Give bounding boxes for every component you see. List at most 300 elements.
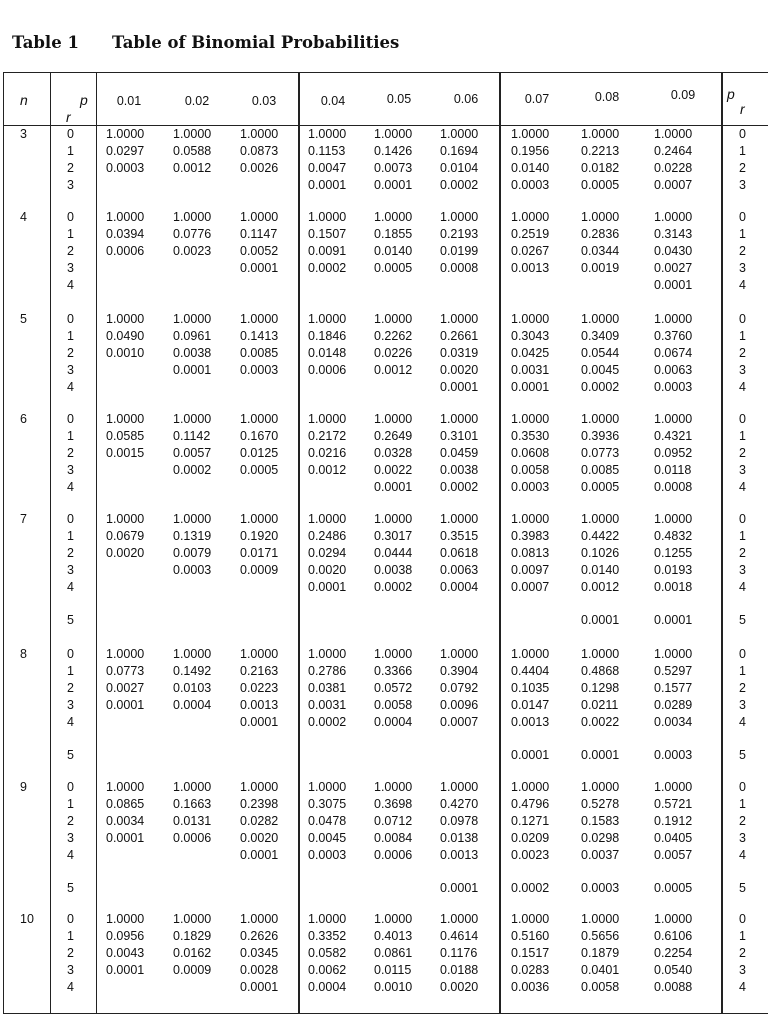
probability-cell: 0.0007 xyxy=(440,715,479,729)
r-value: 0 xyxy=(67,647,74,661)
r-value: 0 xyxy=(67,912,74,926)
probability-cell: 1.0000 xyxy=(374,912,413,926)
probability-cell: 0.0057 xyxy=(173,446,212,460)
r-value-right: 4 xyxy=(739,715,746,729)
probability-cell: 1.0000 xyxy=(308,780,347,794)
r-value: 2 xyxy=(67,244,74,258)
probability-cell: 0.5656 xyxy=(581,929,620,943)
probability-cell: 1.0000 xyxy=(440,210,479,224)
probability-cell: 0.0006 xyxy=(173,831,212,845)
probability-cell: 0.4270 xyxy=(440,797,479,811)
probability-cell: 0.0585 xyxy=(106,429,145,443)
header-p-value: 0.02 xyxy=(184,94,210,108)
probability-cell: 1.0000 xyxy=(106,780,145,794)
probability-cell: 0.3698 xyxy=(374,797,413,811)
probability-cell: 1.0000 xyxy=(106,312,145,326)
probability-cell: 0.0125 xyxy=(240,446,279,460)
probability-cell: 0.0001 xyxy=(240,261,279,275)
probability-cell: 0.1583 xyxy=(581,814,620,828)
r-value: 2 xyxy=(67,161,74,175)
probability-cell: 0.1426 xyxy=(374,144,413,158)
probability-cell: 0.0444 xyxy=(374,546,413,560)
probability-cell: 0.0085 xyxy=(581,463,620,477)
r-value: 4 xyxy=(67,848,74,862)
probability-cell: 0.1147 xyxy=(240,227,278,241)
probability-cell: 0.0004 xyxy=(440,580,479,594)
probability-cell: 0.0043 xyxy=(106,946,145,960)
r-value: 2 xyxy=(67,546,74,560)
probability-cell: 0.0171 xyxy=(240,546,279,560)
probability-cell: 0.0618 xyxy=(440,546,479,560)
probability-cell: 0.0038 xyxy=(440,463,479,477)
r-value: 1 xyxy=(67,329,74,343)
probability-cell: 1.0000 xyxy=(106,912,145,926)
header-p-value: 0.09 xyxy=(670,88,696,102)
probability-cell: 1.0000 xyxy=(308,312,347,326)
probability-cell: 0.0582 xyxy=(308,946,347,960)
r-value: 0 xyxy=(67,780,74,794)
probability-cell: 0.0038 xyxy=(173,346,212,360)
probability-cell: 1.0000 xyxy=(106,647,145,661)
probability-cell: 0.0209 xyxy=(511,831,550,845)
r-value-right: 2 xyxy=(739,946,746,960)
probability-cell: 1.0000 xyxy=(240,512,279,526)
r-value: 0 xyxy=(67,312,74,326)
probability-cell: 0.0540 xyxy=(654,963,693,977)
r-value: 1 xyxy=(67,797,74,811)
probability-cell: 0.0006 xyxy=(106,244,145,258)
probability-cell: 0.2786 xyxy=(308,664,347,678)
n-value: 6 xyxy=(20,412,27,426)
probability-cell: 0.0045 xyxy=(581,363,620,377)
r-value-right: 5 xyxy=(739,881,746,895)
probability-cell: 1.0000 xyxy=(581,512,620,526)
probability-cell: 0.5721 xyxy=(654,797,693,811)
probability-cell: 1.0000 xyxy=(240,647,279,661)
probability-cell: 1.0000 xyxy=(308,512,347,526)
probability-cell: 0.2163 xyxy=(240,664,279,678)
r-value-right: 0 xyxy=(739,210,746,224)
probability-cell: 0.0018 xyxy=(654,580,693,594)
header-p-value: 0.01 xyxy=(116,94,142,108)
probability-cell: 0.0058 xyxy=(511,463,550,477)
probability-cell: 0.3366 xyxy=(374,664,413,678)
r-value: 3 xyxy=(67,178,74,192)
probability-cell: 0.3409 xyxy=(581,329,620,343)
r-value: 3 xyxy=(67,261,74,275)
probability-cell: 0.0079 xyxy=(173,546,212,560)
probability-cell: 0.0773 xyxy=(106,664,145,678)
probability-cell: 0.2836 xyxy=(581,227,620,241)
probability-cell: 0.0063 xyxy=(654,363,693,377)
probability-cell: 0.0012 xyxy=(308,463,347,477)
probability-cell: 0.1670 xyxy=(240,429,279,443)
probability-cell: 0.0006 xyxy=(308,363,347,377)
probability-cell: 1.0000 xyxy=(173,210,212,224)
probability-cell: 0.0104 xyxy=(440,161,479,175)
probability-cell: 0.0405 xyxy=(654,831,693,845)
probability-cell: 1.0000 xyxy=(106,512,145,526)
r-value-right: 4 xyxy=(739,980,746,994)
probability-cell: 0.1176 xyxy=(440,946,478,960)
r-value-right: 0 xyxy=(739,412,746,426)
probability-cell: 0.0394 xyxy=(106,227,145,241)
probability-cell: 0.0147 xyxy=(511,698,550,712)
r-value: 3 xyxy=(67,463,74,477)
probability-cell: 0.0052 xyxy=(240,244,279,258)
r-value-right: 1 xyxy=(739,929,746,943)
probability-cell: 0.0282 xyxy=(240,814,279,828)
probability-cell: 0.0381 xyxy=(308,681,347,695)
probability-cell: 1.0000 xyxy=(440,412,479,426)
probability-cell: 0.1912 xyxy=(654,814,693,828)
probability-cell: 0.4868 xyxy=(581,664,620,678)
probability-cell: 0.1271 xyxy=(511,814,550,828)
probability-cell: 0.0001 xyxy=(240,848,279,862)
probability-cell: 0.1507 xyxy=(308,227,347,241)
r-value: 0 xyxy=(67,512,74,526)
r-value-right: 1 xyxy=(739,329,746,343)
probability-cell: 0.0020 xyxy=(440,363,479,377)
probability-cell: 0.0001 xyxy=(511,380,550,394)
r-value: 4 xyxy=(67,380,74,394)
probability-cell: 1.0000 xyxy=(374,210,413,224)
r-value-right: 1 xyxy=(739,797,746,811)
probability-cell: 0.5278 xyxy=(581,797,620,811)
probability-cell: 0.0062 xyxy=(308,963,347,977)
probability-cell: 0.0297 xyxy=(106,144,145,158)
probability-cell: 0.0003 xyxy=(511,480,550,494)
probability-cell: 0.0679 xyxy=(106,529,145,543)
probability-cell: 0.0012 xyxy=(581,580,620,594)
r-value-right: 3 xyxy=(739,831,746,845)
probability-cell: 0.0005 xyxy=(374,261,413,275)
r-value-right: 2 xyxy=(739,244,746,258)
probability-cell: 0.0073 xyxy=(374,161,413,175)
probability-cell: 0.0001 xyxy=(654,613,693,627)
r-value-right: 3 xyxy=(739,698,746,712)
probability-cell: 0.1035 xyxy=(511,681,550,695)
probability-cell: 0.2626 xyxy=(240,929,279,943)
probability-cell: 0.0674 xyxy=(654,346,693,360)
probability-cell: 0.0001 xyxy=(581,748,620,762)
probability-cell: 0.0226 xyxy=(374,346,413,360)
probability-cell: 0.1694 xyxy=(440,144,479,158)
probability-cell: 0.0401 xyxy=(581,963,620,977)
probability-cell: 0.0020 xyxy=(106,546,145,560)
probability-cell: 1.0000 xyxy=(173,912,212,926)
r-value-right: 0 xyxy=(739,127,746,141)
probability-cell: 0.0001 xyxy=(440,881,479,895)
probability-cell: 0.0058 xyxy=(581,980,620,994)
probability-cell: 1.0000 xyxy=(654,127,693,141)
probability-cell: 1.0000 xyxy=(308,210,347,224)
probability-cell: 1.0000 xyxy=(440,312,479,326)
r-value-right: 3 xyxy=(739,963,746,977)
probability-cell: 0.0084 xyxy=(374,831,413,845)
probability-cell: 0.0028 xyxy=(240,963,279,977)
r-value-right: 2 xyxy=(739,681,746,695)
probability-cell: 0.0193 xyxy=(654,563,693,577)
probability-cell: 1.0000 xyxy=(511,780,550,794)
probability-cell: 0.4321 xyxy=(654,429,693,443)
probability-cell: 0.0813 xyxy=(511,546,550,560)
r-value: 2 xyxy=(67,681,74,695)
probability-cell: 1.0000 xyxy=(173,127,212,141)
r-value: 3 xyxy=(67,963,74,977)
probability-cell: 0.3760 xyxy=(654,329,693,343)
probability-cell: 1.0000 xyxy=(440,912,479,926)
probability-cell: 0.1298 xyxy=(581,681,620,695)
probability-cell: 1.0000 xyxy=(654,312,693,326)
probability-cell: 0.2519 xyxy=(511,227,550,241)
probability-cell: 0.3515 xyxy=(440,529,479,543)
probability-cell: 0.3530 xyxy=(511,429,550,443)
probability-cell: 0.0038 xyxy=(374,563,413,577)
probability-cell: 0.0267 xyxy=(511,244,550,258)
probability-cell: 1.0000 xyxy=(374,647,413,661)
probability-cell: 1.0000 xyxy=(440,780,479,794)
r-value-right: 3 xyxy=(739,178,746,192)
r-value: 0 xyxy=(67,127,74,141)
header-right-p: p xyxy=(727,86,735,102)
probability-cell: 0.0544 xyxy=(581,346,620,360)
probability-cell: 0.0047 xyxy=(308,161,347,175)
probability-cell: 0.0776 xyxy=(173,227,212,241)
probability-cell: 1.0000 xyxy=(240,210,279,224)
probability-cell: 1.0000 xyxy=(173,647,212,661)
probability-cell: 0.0003 xyxy=(308,848,347,862)
probability-cell: 0.0027 xyxy=(106,681,145,695)
probability-cell: 0.0283 xyxy=(511,963,550,977)
probability-cell: 1.0000 xyxy=(511,127,550,141)
probability-cell: 1.0000 xyxy=(240,127,279,141)
r-value-right: 0 xyxy=(739,912,746,926)
probability-cell: 0.3983 xyxy=(511,529,550,543)
probability-cell: 0.2661 xyxy=(440,329,479,343)
probability-cell: 0.0023 xyxy=(173,244,212,258)
probability-cell: 1.0000 xyxy=(308,647,347,661)
probability-cell: 0.0007 xyxy=(511,580,550,594)
probability-cell: 0.0013 xyxy=(511,261,550,275)
probability-cell: 0.1846 xyxy=(308,329,347,343)
probability-cell: 0.0345 xyxy=(240,946,279,960)
probability-cell: 1.0000 xyxy=(511,412,550,426)
probability-cell: 0.0298 xyxy=(581,831,620,845)
r-value: 4 xyxy=(67,580,74,594)
probability-cell: 0.0952 xyxy=(654,446,693,460)
probability-cell: 1.0000 xyxy=(511,512,550,526)
probability-cell: 0.1517 xyxy=(511,946,550,960)
probability-cell: 0.0036 xyxy=(511,980,550,994)
probability-cell: 1.0000 xyxy=(240,912,279,926)
probability-cell: 0.0001 xyxy=(511,748,550,762)
probability-cell: 0.0138 xyxy=(440,831,479,845)
r-value: 2 xyxy=(67,346,74,360)
probability-cell: 0.4614 xyxy=(440,929,479,943)
n-value: 10 xyxy=(20,912,34,926)
probability-cell: 0.0006 xyxy=(374,848,413,862)
probability-cell: 0.0022 xyxy=(581,715,620,729)
r-value-right: 4 xyxy=(739,848,746,862)
header-p-value: 0.03 xyxy=(251,94,277,108)
probability-cell: 0.0085 xyxy=(240,346,279,360)
probability-cell: 0.1855 xyxy=(374,227,413,241)
probability-cell: 1.0000 xyxy=(374,127,413,141)
probability-cell: 0.0001 xyxy=(308,178,347,192)
r-value-right: 4 xyxy=(739,480,746,494)
n-value: 9 xyxy=(20,780,27,794)
probability-cell: 0.0057 xyxy=(654,848,693,862)
probability-cell: 0.0103 xyxy=(173,681,212,695)
r-value: 0 xyxy=(67,412,74,426)
probability-cell: 0.0005 xyxy=(654,881,693,895)
probability-cell: 1.0000 xyxy=(374,312,413,326)
probability-cell: 0.0001 xyxy=(240,980,279,994)
probability-cell: 0.0588 xyxy=(173,144,212,158)
probability-cell: 0.0873 xyxy=(240,144,279,158)
probability-cell: 0.0058 xyxy=(374,698,413,712)
probability-cell: 0.0001 xyxy=(581,613,620,627)
probability-cell: 0.0572 xyxy=(374,681,413,695)
probability-cell: 0.0002 xyxy=(581,380,620,394)
r-value-right: 2 xyxy=(739,546,746,560)
probability-cell: 0.4404 xyxy=(511,664,550,678)
table-caption: Table of Binomial Probabilities xyxy=(112,33,400,52)
probability-cell: 0.0490 xyxy=(106,329,145,343)
r-value: 3 xyxy=(67,831,74,845)
header-n: n xyxy=(20,92,28,108)
n-value: 7 xyxy=(20,512,27,526)
r-value: 5 xyxy=(67,613,74,627)
probability-cell: 0.3904 xyxy=(440,664,479,678)
header-p-value: 0.04 xyxy=(320,94,346,108)
probability-cell: 0.2254 xyxy=(654,946,693,960)
probability-cell: 0.3936 xyxy=(581,429,620,443)
probability-cell: 0.3075 xyxy=(308,797,347,811)
probability-cell: 0.0002 xyxy=(440,480,479,494)
r-value-right: 3 xyxy=(739,563,746,577)
probability-cell: 0.0148 xyxy=(308,346,347,360)
probability-cell: 0.0020 xyxy=(240,831,279,845)
probability-cell: 0.0003 xyxy=(654,380,693,394)
probability-cell: 0.0034 xyxy=(106,814,145,828)
r-value: 4 xyxy=(67,980,74,994)
probability-cell: 0.0459 xyxy=(440,446,479,460)
probability-cell: 0.0140 xyxy=(581,563,620,577)
r-value: 2 xyxy=(67,446,74,460)
probability-cell: 0.0140 xyxy=(374,244,413,258)
probability-cell: 0.0096 xyxy=(440,698,479,712)
probability-cell: 0.0020 xyxy=(308,563,347,577)
probability-cell: 1.0000 xyxy=(173,412,212,426)
probability-cell: 0.2464 xyxy=(654,144,693,158)
probability-cell: 0.2486 xyxy=(308,529,347,543)
probability-cell: 1.0000 xyxy=(581,647,620,661)
probability-cell: 1.0000 xyxy=(308,127,347,141)
probability-cell: 0.0013 xyxy=(240,698,279,712)
probability-cell: 0.0140 xyxy=(511,161,550,175)
r-value-right: 3 xyxy=(739,363,746,377)
probability-cell: 0.0289 xyxy=(654,698,693,712)
probability-cell: 1.0000 xyxy=(106,412,145,426)
probability-cell: 0.0008 xyxy=(440,261,479,275)
probability-cell: 0.0211 xyxy=(581,698,619,712)
probability-cell: 0.0344 xyxy=(581,244,620,258)
probability-cell: 0.0001 xyxy=(106,963,145,977)
probability-cell: 1.0000 xyxy=(511,312,550,326)
probability-cell: 0.0001 xyxy=(173,363,212,377)
r-value: 5 xyxy=(67,748,74,762)
r-value-right: 1 xyxy=(739,529,746,543)
probability-cell: 0.0978 xyxy=(440,814,479,828)
probability-cell: 1.0000 xyxy=(511,912,550,926)
probability-cell: 0.0009 xyxy=(240,563,279,577)
r-value: 4 xyxy=(67,480,74,494)
probability-cell: 1.0000 xyxy=(240,780,279,794)
r-value-right: 0 xyxy=(739,780,746,794)
probability-cell: 1.0000 xyxy=(654,912,693,926)
probability-cell: 1.0000 xyxy=(240,412,279,426)
header-p-value: 0.05 xyxy=(386,92,412,106)
r-value-right: 3 xyxy=(739,463,746,477)
probability-cell: 1.0000 xyxy=(581,210,620,224)
probability-cell: 0.0865 xyxy=(106,797,145,811)
probability-cell: 1.0000 xyxy=(654,412,693,426)
probability-cell: 0.0131 xyxy=(173,814,212,828)
probability-cell: 0.0003 xyxy=(106,161,145,175)
probability-cell: 0.0001 xyxy=(308,580,347,594)
probability-cell: 0.1153 xyxy=(308,144,346,158)
probability-cell: 0.0020 xyxy=(440,980,479,994)
r-value-right: 0 xyxy=(739,647,746,661)
probability-cell: 0.4422 xyxy=(581,529,620,543)
n-value: 5 xyxy=(20,312,27,326)
probability-cell: 0.0012 xyxy=(173,161,212,175)
r-value: 5 xyxy=(67,881,74,895)
header-r: r xyxy=(66,109,71,125)
r-value-right: 5 xyxy=(739,613,746,627)
probability-cell: 1.0000 xyxy=(654,780,693,794)
probability-cell: 0.0013 xyxy=(511,715,550,729)
probability-cell: 0.0608 xyxy=(511,446,550,460)
probability-cell: 0.0009 xyxy=(173,963,212,977)
probability-cell: 1.0000 xyxy=(654,512,693,526)
probability-cell: 0.0001 xyxy=(240,715,279,729)
probability-cell: 0.0861 xyxy=(374,946,413,960)
probability-cell: 0.0027 xyxy=(654,261,693,275)
probability-cell: 1.0000 xyxy=(173,780,212,794)
probability-cell: 0.1142 xyxy=(173,429,211,443)
probability-cell: 0.0712 xyxy=(374,814,413,828)
probability-cell: 1.0000 xyxy=(173,312,212,326)
table-number: Table 1 xyxy=(12,33,79,52)
probability-cell: 0.0019 xyxy=(581,261,620,275)
r-value: 1 xyxy=(67,429,74,443)
probability-cell: 0.0478 xyxy=(308,814,347,828)
probability-cell: 0.0002 xyxy=(440,178,479,192)
probability-cell: 1.0000 xyxy=(511,210,550,224)
r-value-right: 0 xyxy=(739,312,746,326)
r-value: 2 xyxy=(67,814,74,828)
r-value: 4 xyxy=(67,715,74,729)
probability-cell: 0.0004 xyxy=(374,715,413,729)
probability-cell: 0.1663 xyxy=(173,797,212,811)
probability-cell: 0.0015 xyxy=(106,446,145,460)
probability-cell: 0.0294 xyxy=(308,546,347,560)
probability-cell: 0.0956 xyxy=(106,929,145,943)
r-value: 1 xyxy=(67,929,74,943)
